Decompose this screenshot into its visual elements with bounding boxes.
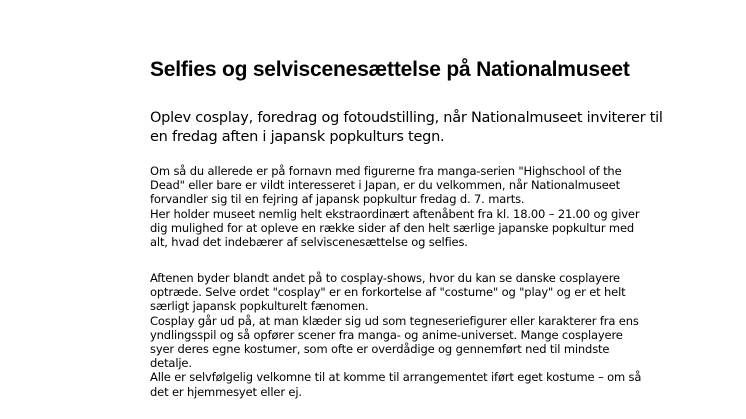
body-paragraph-1	[150, 164, 710, 249]
document-title: Selfies og selviscenesættelse på Nationalmuseet	[150, 58, 630, 81]
text-line: Alle er selvfølgelig velkomne til at komme til arrangementet iført eget kostume – om så	[150, 370, 642, 385]
lead-paragraph	[150, 109, 690, 147]
lead-line: Oplev cosplay, foredrag og fotoudstilling, når Nationalmuseet inviterer til	[150, 110, 663, 126]
text-line: Her holder museet nemlig helt ekstraordinært aftenåbent fra kl. 18.00 – 21.00 og giver	[150, 206, 640, 221]
text-line: Om så du allerede er på fornavn med figurerne fra manga-serien "Highschool of the	[150, 164, 622, 178]
text-line: det er hjemmesyet eller ej.	[150, 384, 302, 399]
text-line: særligt japansk popkulturelt fænomen.	[150, 299, 369, 314]
text-line: optræde. Selve ordet "cosplay" er en forkortelse af "costume" og "play" og er et helt	[150, 285, 626, 300]
text-line: syer deres egne kostumer, som ofte er overdådige og gennemført ned til mindste	[150, 342, 610, 357]
text-line: alt, hvad det indebærer af selviscenesættelse og selfies.	[150, 235, 468, 250]
lead-line: en fredag aften i japansk popkulturs tegn.	[150, 129, 445, 145]
body-paragraph-2	[150, 271, 710, 399]
text-line: Dead" eller bare er vildt interesseret i Japan, er du velkommen, når Nationalmuseet	[150, 178, 620, 193]
text-line: dig mulighed for at opleve en række sider af den helt særlige japanske popkultur med	[150, 220, 635, 235]
text-line: forvandler sig til en fejring af japansk popkultur fredag d. 7. marts.	[150, 192, 525, 207]
text-line: yndlingsspil og så opfører scener fra manga- og anime-universet. Mange cosplayere	[150, 327, 623, 342]
text-line: detalje.	[150, 356, 192, 371]
text-line: Cosplay går ud på, at man klæder sig ud som tegneseriefigurer eller karakterer fra ens	[150, 313, 639, 328]
text-line: Aftenen byder blandt andet på to cosplay-shows, hvor du kan se danske cosplayere	[150, 271, 620, 285]
